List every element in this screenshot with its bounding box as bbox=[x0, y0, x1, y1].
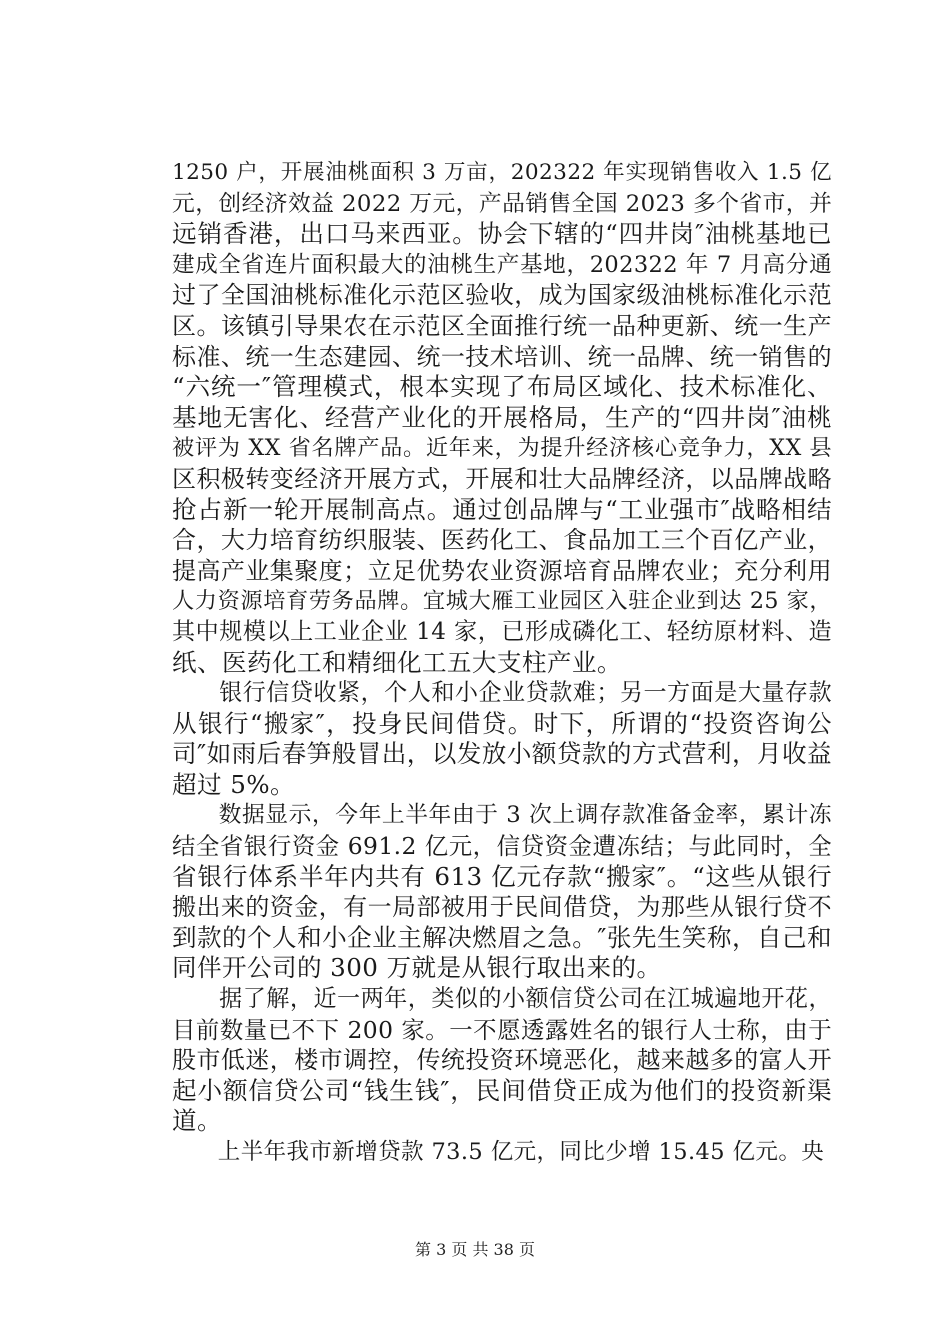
text-line: 据了解，近一两年，类似的小额信贷公司在江城遍地开花， bbox=[172, 986, 832, 1013]
text-line: 远销香港，出口马来西亚。协会下辖的“四井岗″油桃基地已 bbox=[172, 219, 832, 249]
text-line: 基地无害化、经营产业化的开展格局，生产的“四井岗″油桃 bbox=[172, 402, 832, 432]
text-line: 提高产业集聚度；立足优势农业资源培育品牌农业；充分利用 bbox=[172, 556, 832, 585]
page-footer: 第 3 页 共 38 页 bbox=[415, 1240, 535, 1259]
text-line: 到款的个人和小企业主解决燃眉之急。″张先生笑称，自己和 bbox=[172, 922, 832, 952]
text-line: 从银行“搬家″，投身民间借贷。时下，所谓的“投资咨询公 bbox=[172, 708, 832, 738]
text-line: 被评为 XX 省名牌产品。近年来，为提升经济核心竞争力，XX 县 bbox=[172, 435, 832, 462]
document-body bbox=[172, 158, 832, 1168]
paragraph bbox=[172, 800, 832, 984]
text-line: 过了全国油桃标准化示范区验收，成为国家级油桃标准化示范 bbox=[172, 281, 832, 310]
text-line: 搬出来的资金，有一局部被用于民间借贷，为那些从银行贷不 bbox=[172, 893, 832, 922]
text-line: 省银行体系半年内共有 613 亿元存款“搬家″。“这些从银行 bbox=[172, 861, 832, 891]
text-line: 超过 5%。 bbox=[172, 769, 296, 799]
text-line: 同伴开公司的 300 万就是从银行取出来的。 bbox=[172, 953, 662, 983]
text-line: 起小额信贷公司“钱生钱″，民间借贷正成为他们的投资新渠 bbox=[172, 1075, 832, 1105]
text-line: 元，创经济效益 2022 万元，产品销售全国 2023 多个省市，并 bbox=[172, 190, 833, 217]
text-line: 银行信贷收紧，个人和小企业贷款难；另一方面是大量存款 bbox=[172, 680, 832, 707]
text-line: 股市低迷，楼市调控，传统投资环境恶化，越来越多的富人开 bbox=[172, 1046, 832, 1075]
paragraph bbox=[172, 1137, 832, 1168]
paragraph bbox=[172, 158, 832, 678]
text-line: 纸、医药化工和精细化工五大支柱产业。 bbox=[172, 647, 622, 677]
text-line: 区积极转变经济开展方式，开展和壮大品牌经济，以品牌战略 bbox=[172, 464, 832, 493]
text-line: 目前数量已不下 200 家。一不愿透露姓名的银行人士称，由于 bbox=[172, 1015, 832, 1044]
text-line: 数据显示，今年上半年由于 3 次上调存款准备金率，累计冻 bbox=[172, 802, 832, 829]
text-line: 结全省银行资金 691.2 亿元，信贷资金遭冻结；与此同时，全 bbox=[172, 832, 832, 861]
text-line: 标准、统一生态建园、统一技术培训、统一品牌、统一销售的 bbox=[172, 342, 832, 371]
text-line: 抢占新一轮开展制高点。通过创品牌与“工业强市″战略相结 bbox=[172, 494, 832, 524]
paragraph bbox=[172, 678, 832, 800]
text-line: 建成全省连片面积最大的油桃生产基地，202322 年 7 月高分通 bbox=[172, 251, 832, 278]
text-line: 合，大力培育纺织服装、医药化工、食品加工三个百亿产业， bbox=[172, 526, 832, 555]
text-line: 1250 户，开展油桃面积 3 万亩，202322 年实现销售收入 1.5 亿 bbox=[172, 160, 832, 185]
text-line: 上半年我市新增贷款 73.5 亿元，同比少增 15.45 亿元。央 bbox=[172, 1139, 825, 1165]
text-line: 区。该镇引导果农在示范区全面推行统一品种更新、统一生产 bbox=[172, 311, 832, 340]
text-line: 其中规模以上工业企业 14 家，已形成磷化工、轻纺原材料、造 bbox=[172, 618, 832, 645]
paragraph bbox=[172, 984, 832, 1137]
text-line: 人力资源培育劳务品牌。宜城大雁工业园区入驻企业到达 25 家， bbox=[172, 588, 832, 615]
text-line: 道。 bbox=[172, 1106, 222, 1136]
text-line: “六统一″管理模式，根本实现了布局区域化、技术标准化、 bbox=[172, 372, 832, 402]
text-line: 司″如雨后春笋般冒出，以发放小额贷款的方式营利，月收益 bbox=[172, 739, 832, 769]
